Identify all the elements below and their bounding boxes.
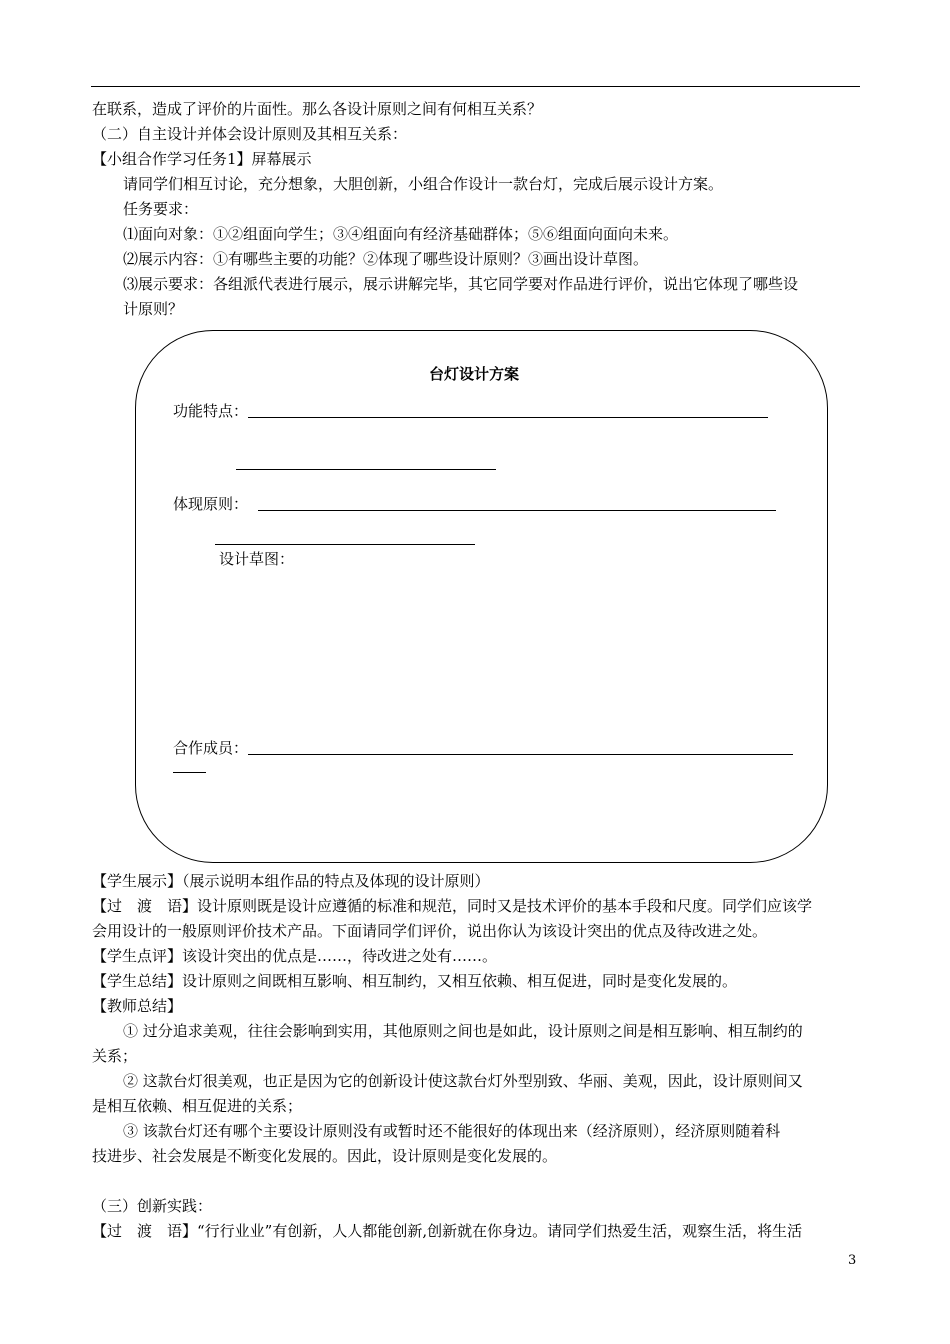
members-blank[interactable] [248,754,793,755]
paragraph-line: 【学生展示】（展示说明本组作品的特点及体现的设计原则） [92,872,490,890]
header-rule [91,86,860,87]
members-label: 合作成员： [173,739,249,757]
members-blank[interactable] [173,772,206,773]
paragraph-line: 【过 渡 语】“行行业业”有创新，人人都能创新,创新就在你身边。请同学们热爱生活，观察生活，将生活 [92,1222,803,1240]
section-heading: （二）自主设计并体会设计原则及其相互关系： [92,125,408,143]
page-number: 3 [848,1253,857,1268]
function-label: 功能特点： [173,402,249,420]
paragraph-line: ① 过分追求美观，往往会影响到实用，其他原则之间也是如此，设计原则之间是相互影响、相互制约的 [123,1022,803,1040]
principle-blank[interactable] [258,510,776,511]
paragraph-line: ⑵展示内容：①有哪些主要的功能？②体现了哪些设计原则？③画出设计草图。 [123,250,649,268]
paragraph-line: ⑶展示要求：各组派代表进行展示，展示讲解完毕，其它同学要对作品进行评价，说出它体现了哪些设 [123,275,799,293]
paragraph-line: 【教师总结】 [92,997,183,1015]
paragraph-line: ② 这款台灯很美观，也正是因为它的创新设计使这款台灯外型别致、华丽、美观，因此，设计原则间又 [123,1072,803,1090]
paragraph-line: 【学生点评】该设计突出的优点是……，待改进之处有……。 [92,947,498,965]
paragraph-line: 【过 渡 语】设计原则既是设计应遵循的标准和规范，同时又是技术评价的基本手段和尺度。同学们应该学 [92,897,813,915]
plan-title: 台灯设计方案 [429,365,520,383]
principle-blank[interactable] [215,544,475,545]
paragraph-line: 【学生总结】设计原则之间既相互影响、相互制约，又相互依赖、相互促进，同时是变化发展的。 [92,972,738,990]
paragraph-line: 请同学们相互讨论，充分想象，大胆创新，小组合作设计一款台灯，完成后展示设计方案。 [123,175,724,193]
paragraph-line: 会用设计的一般原则评价技术产品。下面请同学们评价，说出你认为该设计突出的优点及待改进之处。 [92,922,768,940]
function-blank[interactable] [236,469,496,470]
paragraph-line: ③ 该款台灯还有哪个主要设计原则没有或暂时还不能很好的体现出来（经济原则），经济原则随着科 [123,1122,781,1140]
task-heading: 【小组合作学习任务1】屏幕展示 [92,150,312,168]
sketch-label: 设计草图： [219,550,295,568]
paragraph-line: 在联系，造成了评价的片面性。那么各设计原则之间有何相互关系？ [92,100,543,118]
paragraph-line: 关系； [92,1047,138,1065]
paragraph-line: ⑴面向对象：①②组面向学生；③④组面向有经济基础群体；⑤⑥组面向面向未来。 [123,225,679,243]
paragraph-line: 技进步、社会发展是不断变化发展的。因此，设计原则是变化发展的。 [92,1147,558,1165]
paragraph-line: 计原则？ [123,300,184,318]
function-blank[interactable] [248,417,768,418]
principle-label: 体现原则： [173,495,249,513]
paragraph-line: 任务要求： [123,200,199,218]
paragraph-line: 是相互依赖、相互促进的关系； [92,1097,303,1115]
section-heading: （三）创新实践： [92,1197,213,1215]
